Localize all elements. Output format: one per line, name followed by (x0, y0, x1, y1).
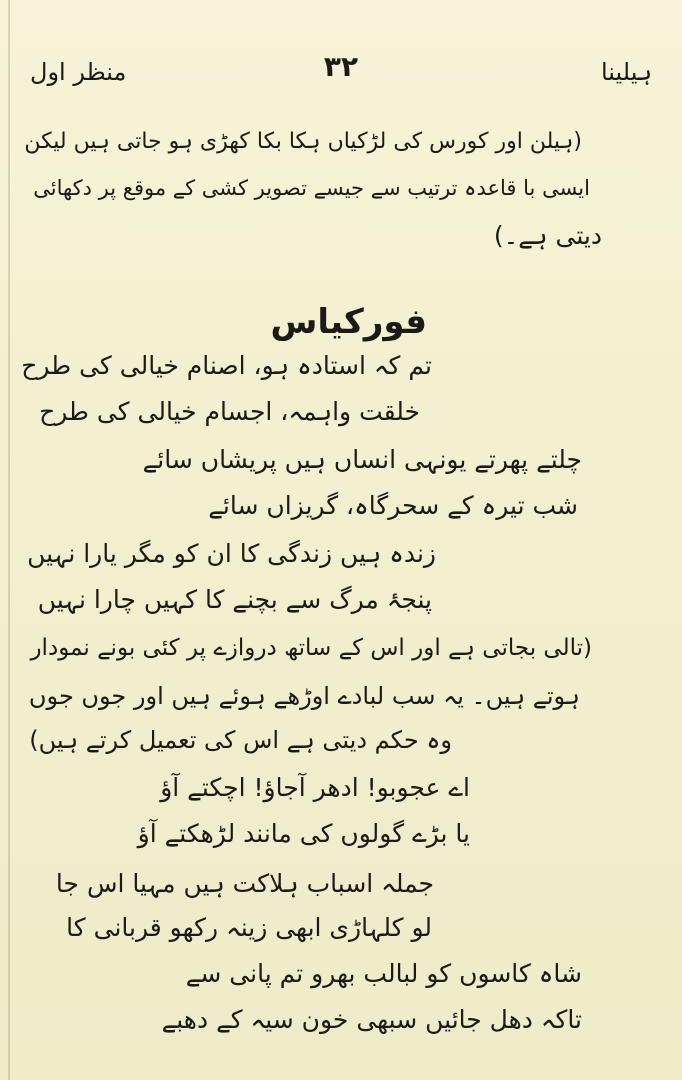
running-header (30, 48, 652, 98)
verse-line: چلتے پھرتے یونہی انساں ہیں پریشاں سائے (142, 445, 582, 474)
verse-line: جملہ اسباب ہلاکت ہیں مہیا اس جا (55, 869, 434, 898)
stage-direction-line: وہ حکم دیتی ہے اس کی تعمیل کرتے ہیں) (29, 726, 452, 754)
stage-direction-line: (تالی بجاتی ہے اور اس کے ساتھ دروازے پر کئی بونے نمودار (30, 635, 592, 661)
header-book-title: ہیلینا (600, 58, 652, 86)
page-margin-line (8, 0, 10, 1080)
verse-line: اے عجوبو! ادھر آجاؤ! اچکتے آؤ (160, 773, 470, 802)
stage-direction-line: (ہیلن اور کورس کی لڑکیاں ہکا بکا کھڑی ہو جاتی ہیں لیکن (24, 129, 582, 154)
header-page-number: ۳۲ (323, 50, 359, 83)
header-scene: منظر اول (30, 58, 127, 86)
verse-line: خلقت واہمہ، اجسام خیالی کی طرح (39, 397, 420, 426)
stage-direction-line: ہوتے ہیں۔ یہ سب لبادے اوڑھے ہوئے ہیں اور جوں جوں (28, 682, 580, 710)
verse-line: شاہ کاسوں کو لبالب بھرو تم پانی سے (185, 959, 582, 988)
verse-line: یا بڑے گولوں کی مانند لڑھکتے آؤ (137, 819, 470, 848)
verse-line: تم کہ استادہ ہو، اصنام خیالی کی طرح (21, 351, 432, 380)
verse-line: زندہ ہیں زندگی کا ان کو مگر یارا نہیں (27, 539, 436, 568)
verse-line: لو کلہاڑی ابھی زینہ رکھو قربانی کا (66, 913, 432, 942)
verse-line: پنجۂ مرگ سے بچنے کا کہیں چارا نہیں (37, 585, 432, 614)
verse-line: شب تیرہ کے سحرگاہ، گریزاں سائے (208, 491, 578, 520)
stage-direction-line: دیتی ہے۔) (493, 221, 602, 250)
speaker-name: فورکیاس (270, 302, 427, 342)
verse-line: تاکہ دھل جائیں سبھی خون سیہ کے دھبے (161, 1005, 582, 1034)
stage-direction-line: ایسی با قاعدہ ترتیب سے جیسے تصویر کشی کے موقع پر دکھائی (33, 176, 590, 200)
